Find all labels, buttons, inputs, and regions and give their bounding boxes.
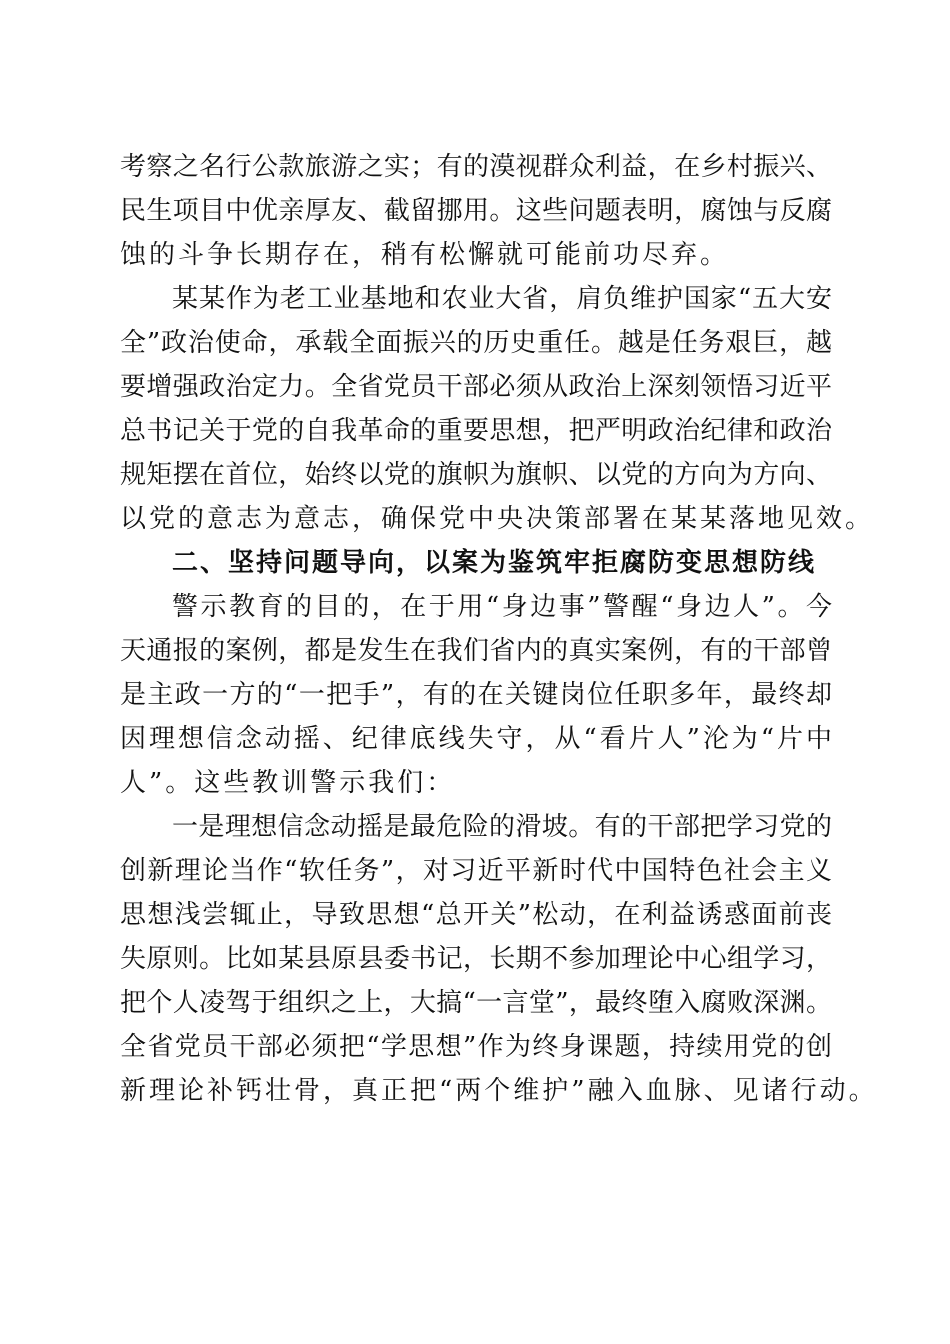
p3-line-5: 人”。这些教训警示我们： bbox=[120, 768, 456, 798]
p4-line-5: 把个人凌驾于组织之上，大搞“一言堂”，最终堕入腐败深渊。 bbox=[120, 988, 832, 1018]
p4-line-3: 思想浅尝辄止，导致思想“总开关”松动，在利益诱惑面前丧 bbox=[120, 900, 832, 930]
p2-line-2: 全”政治使命，承载全面振兴的历史重任。越是任务艰巨，越 bbox=[120, 328, 832, 358]
p4-line-4: 失原则。比如某县原县委书记，长期不参加理论中心组学习， bbox=[120, 944, 832, 974]
p3-line-2: 天通报的案例，都是发生在我们省内的真实案例，有的干部曾 bbox=[120, 636, 832, 666]
p3-line-3: 是主政一方的“一把手”，有的在关键岗位任职多年，最终却 bbox=[120, 680, 832, 710]
p2-line-1: 某某作为老工业基地和农业大省，肩负维护国家“五大安 bbox=[172, 284, 832, 314]
p4-line-6: 全省党员干部必须把“学思想”作为终身课题，持续用党的创 bbox=[120, 1032, 832, 1062]
p4-line-2: 创新理论当作“软任务”，对习近平新时代中国特色社会主义 bbox=[120, 856, 832, 886]
p2-line-6: 以党的意志为意志，确保党中央决策部署在某某落地见效。 bbox=[120, 504, 875, 534]
p2-line-5: 规矩摆在首位，始终以党的旗帜为旗帜、以党的方向为方向、 bbox=[120, 460, 832, 490]
p1-line-2: 民生项目中优亲厚友、截留挪用。这些问题表明，腐蚀与反腐 bbox=[120, 196, 832, 226]
p2-line-4: 总书记关于党的自我革命的重要思想，把严明政治纪律和政治 bbox=[120, 416, 832, 446]
p4-line-1: 一是理想信念动摇是最危险的滑坡。有的干部把学习党的 bbox=[172, 812, 832, 842]
p2-line-3: 要增强政治定力。全省党员干部必须从政治上深刻领悟习近平 bbox=[120, 372, 832, 402]
p4-line-7: 新理论补钙壮骨，真正把“两个维护”融入血脉、见诸行动。 bbox=[120, 1076, 878, 1106]
p1-line-1: 考察之名行公款旅游之实；有的漠视群众利益，在乡村振兴、 bbox=[120, 152, 832, 182]
section-heading-2: 二、坚持问题导向，以案为鉴筑牢拒腐防变思想防线 bbox=[172, 548, 817, 578]
p3-line-4: 因理想信念动摇、纪律底线失守，从“看片人”沦为“片中 bbox=[120, 724, 832, 754]
p1-line-3: 蚀的斗争长期存在，稍有松懈就可能前功尽弃。 bbox=[120, 240, 730, 270]
p3-line-1: 警示教育的目的，在于用“身边事”警醒“身边人”。今 bbox=[172, 592, 832, 622]
